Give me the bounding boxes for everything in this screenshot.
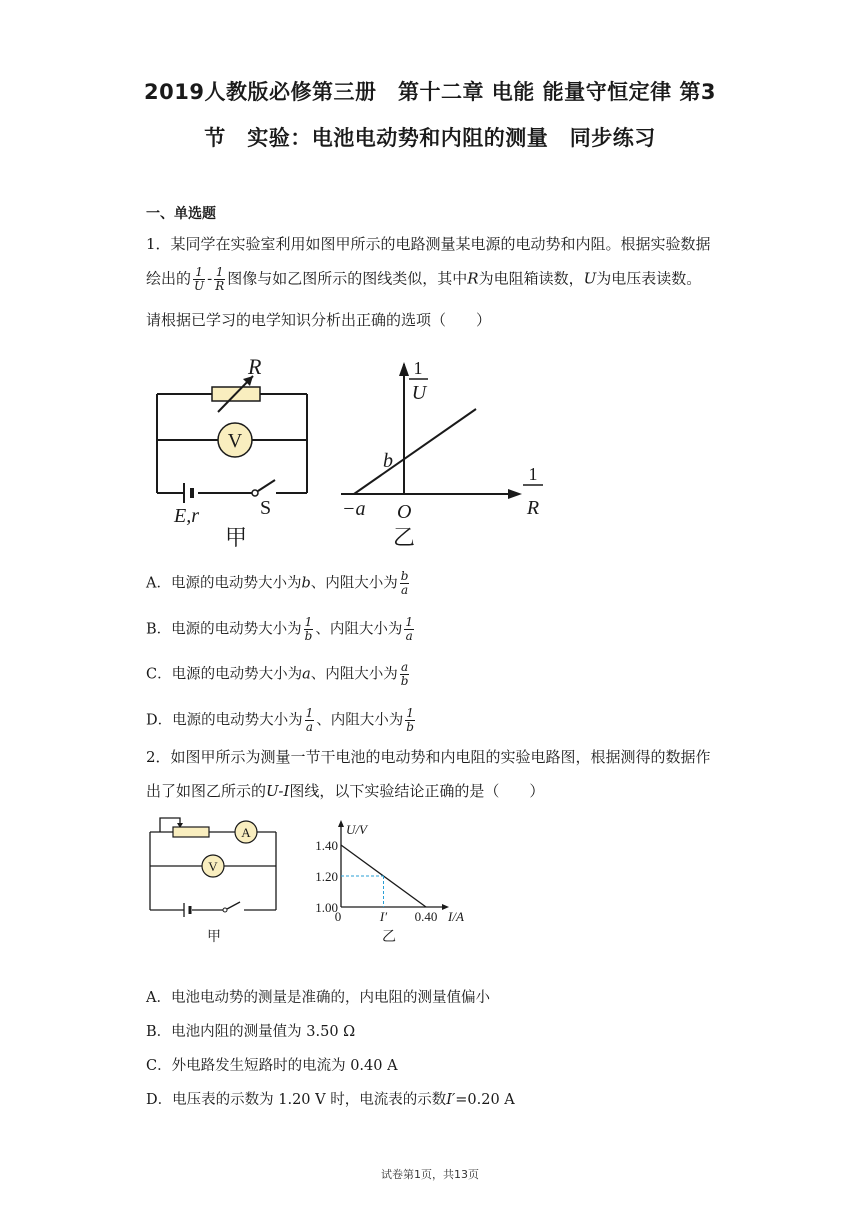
chart-x-tick-label: 0	[334, 909, 342, 924]
q2-stem-line2: 出了如图乙所示的U-I图线，以下实验结论正确的是（ ）	[146, 782, 545, 800]
chart-y-tick-label: 1.00	[315, 900, 338, 915]
y-axis-label-num: 1	[413, 358, 423, 378]
fraction-1-over-R: $\frac{1}{R}$	[215, 265, 225, 293]
q2-option-b[interactable]: B．电池内阻的测量值为 3.50 Ω	[146, 1024, 356, 1040]
switch-contact	[252, 490, 258, 496]
q2-option-c[interactable]: C．外电路发生短路时的电流为 0.40 A	[146, 1058, 398, 1074]
figure-caption-jia: 甲	[207, 930, 221, 945]
q1-option-c[interactable]: C．电源的电动势大小为a、内阻大小为 $\frac{a}{b}$	[146, 660, 409, 688]
origin-label: O	[397, 501, 412, 523]
q1-circuit-diagram	[150, 352, 320, 552]
switch-contact	[223, 908, 227, 912]
q1-option-d[interactable]: D．电源的电动势大小为 $\frac{1}{a}$ 、内阻大小为 $\frac{1}{b}$	[146, 706, 414, 734]
figure-caption-jia: 甲	[225, 525, 248, 550]
page-footer: 试卷第1页，共13页	[381, 1168, 479, 1181]
x-axis-label-num: 1	[528, 464, 538, 484]
intercept-neg-a-label: −a	[342, 498, 366, 520]
chart-y-label: U/V	[346, 822, 367, 837]
chart-x-tick-label: 0.40	[414, 909, 438, 924]
ammeter-label: A	[241, 825, 251, 840]
q1-stem-line1: 1．某同学在实验室利用如图甲所示的电路测量某电源的电动势和内阻。根据实验数据	[146, 235, 711, 253]
intercept-b-label: b	[383, 450, 393, 472]
section-heading: 一、单选题	[146, 206, 216, 222]
page-title-line2: 节 实验：电池电动势和内阻的测量 同步练习	[204, 126, 656, 150]
q2-stem-line1: 2．如图甲所示为测量一节干电池的电动势和内电阻的实验电路图，根据测得的数据作	[146, 748, 711, 766]
page-title-line1: 2019人教版必修第三册 第十二章 电能 能量守恒定律 第3	[144, 80, 716, 104]
q1-stem-line3: 请根据已学习的电学知识分析出正确的选项（ ）	[146, 311, 492, 329]
chart-y-tick-label: 1.20	[315, 869, 338, 884]
figure-caption-yi: 乙	[382, 930, 396, 945]
voltmeter-label: V	[208, 859, 218, 874]
graph-line	[354, 409, 476, 494]
source-label: E,r	[174, 505, 199, 527]
q2-option-a[interactable]: A．电池电动势的测量是准确的，内电阻的测量值偏小	[146, 990, 490, 1006]
q2-ui-chart	[296, 812, 476, 947]
q2-option-d[interactable]: D．电压表的示数为 1.20 V 时，电流表的示数I′=0.20 A	[146, 1092, 515, 1108]
x-axis-label-den: R	[526, 497, 540, 519]
rheostat-box	[173, 827, 209, 837]
switch-label: S	[260, 497, 272, 519]
fraction-1-over-U: $\frac{1}{U}$	[194, 265, 205, 293]
resistor-label: R	[248, 354, 262, 379]
q1-stem-line2: 绘出的 $\frac{1}{U}$ - $\frac{1}{R}$ 图像与如乙图所示的图线类似，其中R为电阻箱读数，U为电压表读数。	[146, 265, 702, 293]
figure-caption-yi: 乙	[392, 525, 416, 550]
y-axis-label-den: U	[411, 382, 427, 404]
q1-option-b[interactable]: B．电源的电动势大小为 $\frac{1}{b}$ 、内阻大小为 $\frac{1}{a}$	[146, 615, 413, 643]
q1-line-graph	[336, 352, 556, 552]
chart-x-label: I/A	[448, 909, 464, 924]
chart-y-tick-label: 1.40	[315, 838, 338, 853]
q1-option-a[interactable]: A．电源的电动势大小为b、内阻大小为 $\frac{b}{a}$	[146, 569, 409, 597]
voltmeter-label: V	[227, 430, 243, 452]
q2-circuit-diagram	[146, 812, 286, 947]
chart-x-tick-label: I′	[379, 909, 388, 924]
